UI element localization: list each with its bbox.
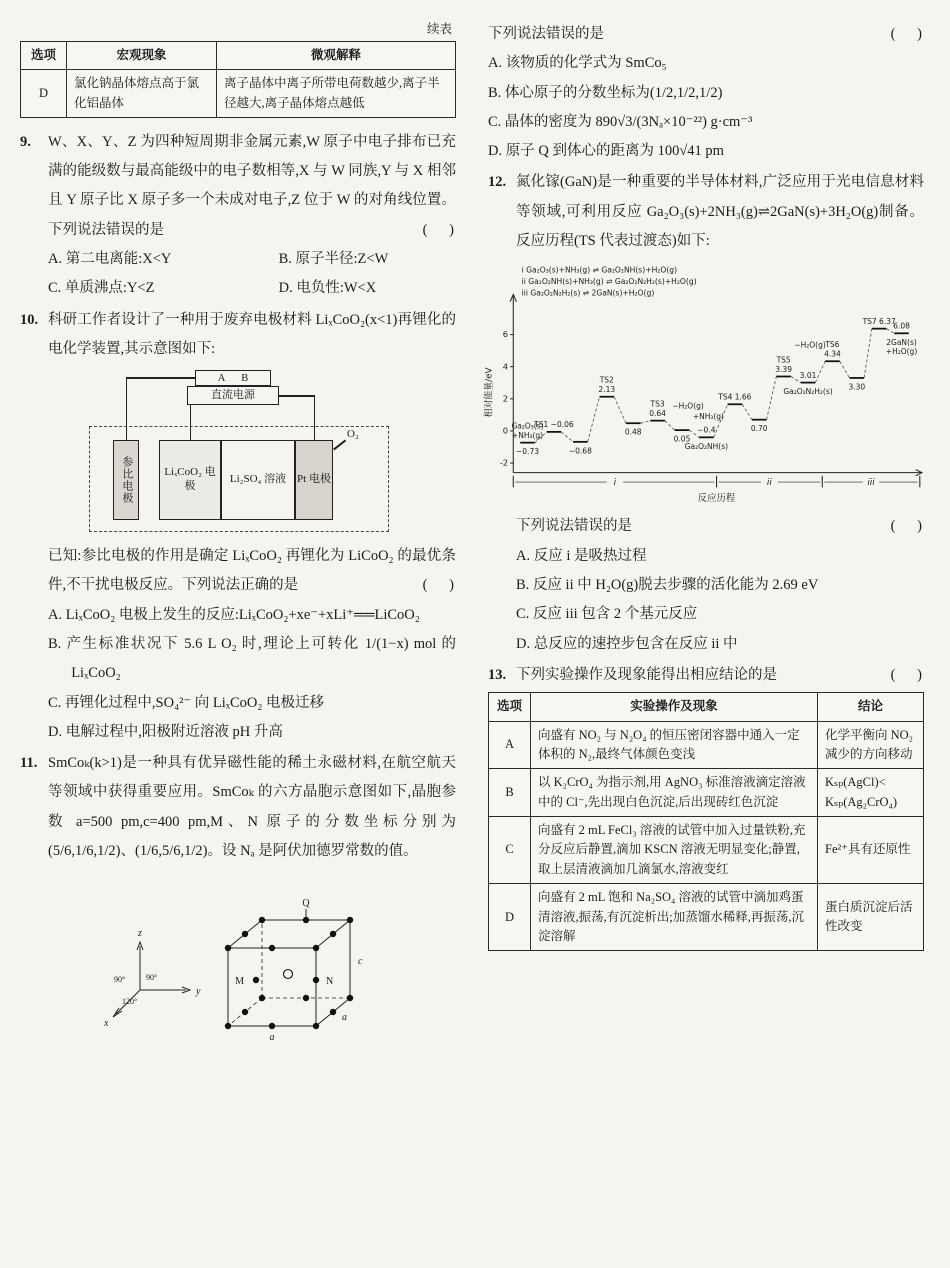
axis-y-label: y — [196, 986, 201, 998]
point-label: −0.68 — [568, 446, 592, 456]
table-row — [489, 769, 924, 817]
y-tick-label: 0 — [502, 425, 509, 436]
point-label: TS6 — [825, 340, 840, 350]
point-label: TS7 6.37 — [862, 317, 896, 327]
question-11-option-c: C. 晶体的密度为 890√3/(3Nₐ×10⁻²²) g·cm⁻³ — [488, 113, 753, 130]
unit-cell — [225, 898, 363, 1043]
question-12-after — [516, 512, 924, 541]
question-9-option-c: C. 单质沸点:Y<Z — [48, 280, 155, 297]
segment-label: iii — [867, 478, 875, 489]
terminal-b-label: B — [241, 372, 249, 384]
experiment-conclusion-table — [488, 692, 924, 951]
question-11-after — [488, 20, 924, 49]
question-12-after-text: 下列说法错误的是 — [516, 518, 632, 535]
profile-connector — [614, 397, 626, 423]
point-label: Ga₂O₂NH(s) — [684, 442, 729, 452]
question-10-known — [48, 542, 456, 601]
point-label: 0.64 — [649, 409, 666, 419]
table2-a-action: 向盛有 NO₂ 与 N₂O₄ 的恒压密闭容器中通入一定体积的 N₂,最终气体颜色变浅 — [531, 721, 818, 769]
question-12-option-c: C. 反应 iii 包含 2 个基元反应 — [516, 606, 698, 623]
point-label: 0.05 — [673, 434, 691, 444]
question-10-stem — [48, 306, 456, 365]
table2-header-conclusion: 结论 — [818, 693, 924, 721]
table-row — [489, 721, 924, 769]
table1-header-row — [21, 41, 456, 69]
atom-n — [313, 977, 319, 983]
question-10-option-d: D. 电解过程中,阳极附近溶液 pH 升高 — [48, 723, 283, 740]
profile-connector — [864, 329, 872, 378]
segment-label: i — [613, 478, 617, 489]
table2-b-conclusion: Kₛₚ(AgCl)< Kₛₚ(Ag₂CrO₄) — [818, 769, 924, 817]
question-10-option-c: C. 再锂化过程中,SO₄²⁻ 向 LiₓCoO₂ 电极迁移 — [48, 694, 325, 711]
body-center-atom — [284, 970, 293, 979]
table2-a-conclusion: 化学平衡向 NO₂ 减少的方向移动 — [818, 721, 924, 769]
table2-c-action: 向盛有 2 mL FeCl₃ 溶液的试管中加入过量铁粉,充分反应后静置,滴加 KSCN 溶液无明显变化;静置,取上层清液滴加几滴氯水,溶液变红 — [531, 817, 818, 884]
question-11-option-d: D. 原子 Q 到体心的距离为 100√41 pm — [488, 143, 724, 160]
point-label: Ga₂O₃(s) — [511, 421, 544, 431]
wire — [126, 377, 195, 378]
question-11-option-a: A. 该物质的化学式为 SmCo₅ — [488, 55, 667, 72]
point-label: +H₂O(g) — [885, 347, 918, 357]
question-9-number: 9. — [20, 133, 31, 150]
axis-z-label: z — [138, 928, 142, 940]
question-12-stem-text: 氮化镓(GaN)是一种重要的半导体材料,广泛应用于光电信息材料等领域,可利用反应 Ga₂O₃(s)+2NH₃(g)⇌2GaN(s)+3H₂O(g)制备。反应历程(TS 代表过渡态)如下: — [516, 174, 924, 249]
question-11-number: 11. — [20, 755, 38, 772]
point-label: −0.73 — [516, 447, 539, 457]
table2-d-conclusion: 蛋白质沉淀后活性改变 — [818, 884, 924, 951]
table2-header-action: 实验操作及现象 — [531, 693, 818, 721]
table2-b-action: 以 K₂CrO₄ 为指示剂,用 AgNO₃ 标准溶液滴定溶液中的 Cl⁻,先出现白色沉淀,后出现砖红色沉淀 — [531, 769, 818, 817]
point-label: 6.08 — [893, 321, 910, 331]
y-tick-label: 4 — [502, 361, 509, 372]
oxygen-gas-label: O₂ — [347, 428, 359, 441]
question-9-options — [20, 245, 456, 304]
angle-90-label: 90° — [146, 973, 158, 983]
question-12-option-b: B. 反应 ii 中 H₂O(g)脱去步骤的活化能为 2.69 eV — [516, 577, 819, 593]
point-label: 4.34 — [824, 349, 841, 359]
answer-bracket: ( ) — [422, 577, 454, 594]
segment-label: ii — [766, 478, 772, 489]
question-13-stem — [516, 661, 924, 690]
angle-90-label: 90° — [114, 975, 126, 985]
annotation: −H₂O(g) — [794, 340, 826, 350]
question-11-stem-text: SmCoₖ(k>1)是一种具有优异磁性能的稀土永磁材料,在航空航天等领域中获得重要应用。SmCoₖ 的六方晶胞示意图如下,晶胞参数 a=500 pm,c=400 pm,M、N 原子的分数坐标分别为(5/6,1/6,1/2)、(1/6,5/6,1/2)。设 Nₐ 是阿伏加德罗常数的值。 — [48, 755, 456, 859]
question-10-option-a: A. LiₓCoO₂ 电极上发生的反应:LiₓCoO₂+xe⁻+xLi⁺══LiCoO₂ — [48, 606, 420, 623]
answer-bracket: ( ) — [890, 518, 922, 535]
table-row — [489, 884, 924, 951]
edge-a-label: a — [269, 1032, 275, 1044]
annotation: +NH₃(g) — [692, 412, 724, 422]
question-10-body — [20, 542, 456, 747]
point-label: −0.4 — [697, 425, 716, 435]
table1-header-micro: 微观解释 — [217, 41, 456, 69]
table1-d-macro: 氯化钠晶体熔点高于氯化铝晶体 — [67, 70, 217, 118]
answer-bracket: ( ) — [890, 666, 922, 683]
question-11-options — [488, 49, 924, 166]
answer-bracket: ( ) — [422, 221, 454, 238]
edge-a-label: a — [342, 1012, 347, 1024]
question-10-known-text: 已知:参比电极的作用是确定 LiₓCoO₂ 再锂化为 LiCoO₂ 的最优条件,不干扰电极反应。下列说法正确的是 — [48, 548, 456, 594]
profile-connector — [641, 421, 651, 424]
point-label: 3.30 — [848, 382, 866, 392]
macro-micro-table — [20, 41, 456, 118]
question-13-stem-text: 下列实验操作及现象能得出相应结论的是 — [516, 666, 777, 683]
question-10 — [20, 306, 456, 365]
point-label: TS1 −0.06 — [534, 420, 574, 430]
point-label: TS4 1.66 — [718, 392, 752, 402]
question-11-after-text: 下列说法错误的是 — [488, 26, 604, 42]
table2-header-option: 选项 — [489, 693, 531, 721]
question-11-option-b: B. 体心原子的分数坐标为(1/2,1/2,1/2) — [488, 84, 723, 101]
profile-connector — [767, 377, 777, 420]
question-12 — [488, 168, 924, 256]
table2-c-option: C — [489, 817, 531, 884]
point-label: 2GaN(s) — [886, 338, 917, 348]
y-tick-label: 2 — [502, 393, 509, 404]
question-9-option-d: D. 电负性:W<X — [278, 280, 377, 297]
power-terminals — [195, 370, 271, 386]
question-12-number: 12. — [488, 174, 507, 191]
atom-m-label: M — [235, 976, 244, 988]
question-10-option-b: B. 产生标准状况下 5.6 L O₂ 时,理论上可转化 1/(1−x) mol 的 LiₓCoO₂ — [48, 635, 456, 682]
left-column — [20, 20, 456, 1260]
electrolysis-device-figure — [73, 368, 403, 540]
profile-connector — [561, 432, 573, 442]
y-tick-label: 6 — [502, 329, 509, 340]
axis-x-label: x — [104, 1018, 109, 1030]
point-label: Ga₂O₂N₂H₂(s) — [783, 387, 833, 397]
answer-bracket: ( ) — [890, 26, 922, 42]
question-12-option-d: D. 总反应的速控步包含在反应 ii 中 — [516, 635, 738, 652]
table2-d-action: 向盛有 2 mL 饱和 Na₂SO₄ 溶液的试管中滴加鸡蛋清溶液,振荡,有沉淀析出;加蒸馏水稀释,再振荡,沉淀溶解 — [531, 884, 818, 951]
question-9 — [20, 128, 456, 245]
point-label: TS3 — [650, 399, 665, 409]
profile-connector — [815, 361, 825, 382]
energy-profile-chart — [482, 260, 924, 510]
wire — [279, 395, 314, 396]
energy-profile-wrapper — [482, 260, 924, 510]
step-equation: i Ga₂O₃(s)+NH₃(g) ⇌ Ga₂O₂NH(s)+H₂O(g) — [521, 265, 678, 275]
table1-header-option: 选项 — [21, 41, 67, 69]
table-row — [489, 817, 924, 884]
profile-connector — [742, 405, 752, 420]
question-9-stem — [48, 128, 456, 245]
point-label: 0.70 — [750, 424, 768, 434]
question-10-number: 10. — [20, 311, 39, 328]
table2-a-option: A — [489, 721, 531, 769]
question-12-stem — [516, 168, 924, 256]
edge-c-label: c — [358, 956, 363, 968]
dc-power-label: 直流电源 — [187, 386, 279, 405]
point-label: 0.48 — [624, 427, 642, 437]
y-tick-label: -2 — [499, 457, 509, 468]
profile-connector — [665, 421, 675, 430]
question-12-body — [488, 512, 924, 658]
table2-c-conclusion: Fe²⁺具有还原性 — [818, 817, 924, 884]
table2-header-row — [489, 693, 924, 721]
profile-connector — [588, 397, 600, 442]
question-9-stem-text: W、X、Y、Z 为四种短周期非金属元素,W 原子中电子排布已充满的能级数与最高能级中的电子数相等,X 与 W 同族,Y 与 X 相邻且 Y 原子比 X 原子多一个未成对电子,Z 位于 W 的对角线位置。下列说法错误的是 — [48, 133, 456, 238]
electrolyte-solution: Li₂SO₄ 溶液 — [221, 440, 295, 520]
lixcoo2-electrode: LiₓCoO₂ 电极 — [159, 440, 221, 520]
point-label: TS5 — [776, 355, 791, 365]
angle-120-label: 120° — [122, 997, 138, 1007]
question-11 — [20, 749, 456, 866]
continued-table-label: 续表 — [426, 22, 452, 36]
question-9-option-a: A. 第二电离能:X<Y — [48, 251, 172, 267]
point-label: 2.13 — [598, 385, 616, 395]
point-label: 3.01 — [799, 371, 817, 381]
step-equation: iii Ga₂O₂N₂H₂(s) ⇌ 2GaN(s)+H₂O(g) — [521, 288, 655, 298]
atom-m — [253, 977, 259, 983]
table1-header-macro: 宏观现象 — [67, 41, 217, 69]
table2-d-option: D — [489, 884, 531, 951]
x-axis-title: 反应历程 — [697, 493, 736, 505]
table-row — [21, 70, 456, 118]
question-12-option-a: A. 反应 i 是吸热过程 — [516, 547, 647, 564]
point-label: 3.39 — [775, 365, 792, 375]
question-10-stem-text: 科研工作者设计了一种用于废弃电极材料 LiₓCoO₂(x<1)再锂化的电化学装置,其示意图如下: — [48, 311, 456, 357]
table1-d-option: D — [21, 70, 67, 118]
table2-b-option: B — [489, 769, 531, 817]
profile-connector — [840, 361, 850, 378]
axes-triad — [103, 928, 201, 1029]
question-13-number: 13. — [488, 666, 507, 683]
question-13 — [488, 661, 924, 690]
y-axis-title: 相对能量/eV — [484, 367, 495, 418]
table1-d-micro: 离子晶体中离子所带电荷数越少,离子半径越大,离子晶体熔点越低 — [217, 70, 456, 118]
question-9-option-b: B. 原子半径:Z<W — [278, 251, 389, 267]
step-equation: ii Ga₂O₂NH(s)+NH₃(g) ⇌ Ga₂O₂N₂H₂(s)+H₂O(g) — [521, 277, 697, 287]
terminal-a-label: A — [217, 372, 226, 384]
question-11-stem — [48, 749, 456, 866]
right-column — [484, 20, 924, 1260]
atom-q-label: Q — [302, 898, 310, 910]
pt-electrode: Pt 电极 — [295, 440, 333, 520]
annotation: −H₂O(g) — [672, 401, 704, 411]
crystal-figure-wrapper — [30, 868, 456, 1055]
reference-electrode: 参比电极 — [113, 440, 139, 520]
atom-n-label: N — [326, 976, 334, 988]
point-label: +NH₃(g) — [511, 431, 544, 441]
point-label: TS2 — [599, 375, 614, 385]
crystal-structure-figure — [98, 868, 388, 1044]
